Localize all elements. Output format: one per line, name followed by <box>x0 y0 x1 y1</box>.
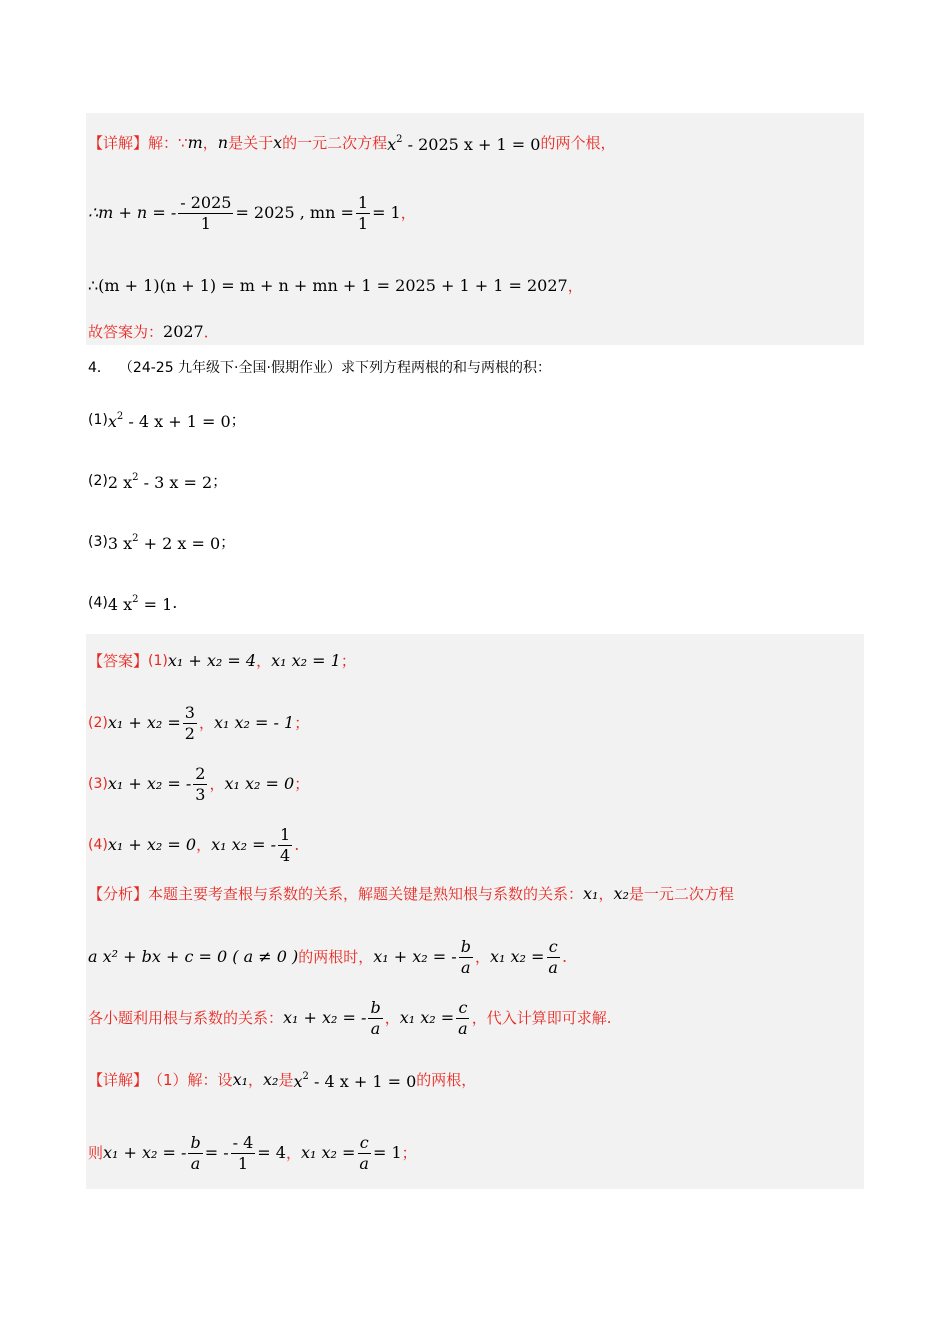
analysis-line-3: 各小题利用根与系数的关系： x₁ + x₂ = - $\frac{b}{a}$ ， x₁ x₂ = $\frac{c}{a}$ ，代入计算即可求解. <box>88 997 612 1038</box>
analysis-line-2: a x² + bx + c = 0 ( a ≠ 0 ) 的两根时， x₁ + x₂ = - $\frac{b}{a}$ ， x₁ x₂ = $\frac{c}{a}$ . <box>88 936 568 977</box>
detail1-line3: ∴(m + 1)(n + 1) = m + n + mn + 1 = 2025 + 1 + 1 = 2027 ， <box>88 276 583 295</box>
detail-label: 【详解】 <box>88 133 149 152</box>
question-item-2: (2) 2 $x^2 - 3$ x = 2 ； <box>88 471 228 492</box>
answer-line-1: 【答案】 (1) x₁ + x₂ = 4 ， x₁ x₂ = 1 ； <box>88 651 356 670</box>
question-item-1: (1) $x^2 - 4$ x + 1 = 0 ； <box>88 410 246 431</box>
answer-label: 【答案】 <box>88 652 149 670</box>
answer-line-2: (2) x₁ + x₂ = $\frac{3}{2}$ ， x₁ x₂ = - 1 ； <box>88 702 310 743</box>
fraction: $\frac{1}{1}$ <box>357 192 369 233</box>
detail2-line1: 【详解】 （1）解：设 x₁ ， x₂ 是 $x^2 - 4$ x + 1 = 0 的两根， <box>88 1069 477 1091</box>
question-item-3: (3) 3 $x^2 + 2$ x = 0 ； <box>88 532 236 553</box>
detail1-answer: 故答案为： 2027 ． <box>88 322 219 341</box>
detail2-line2: 则 x₁ + x₂ = - $\frac{b}{a}$ = - $\frac{- 4}{1}$ = 4 ， x₁ x₂ = $\frac{c}{a}$ = 1 ； <box>88 1132 417 1173</box>
answer-line-4: (4) x₁ + x₂ = 0 ， x₁ x₂ = - $\frac{1}{4}$ . <box>88 824 300 865</box>
detail1-line2: ∴m + n = - $\frac{- 2025}{1}$ = 2025 , mn = $\frac{1}{1}$ = 1 ， <box>88 192 416 233</box>
answer-line-3: (3) x₁ + x₂ = - $\frac{2}{3}$ ， x₁ x₂ = 0 ； <box>88 763 310 804</box>
question-item-4: (4) 4 $x^2 = 1$ . <box>88 592 178 614</box>
question-4-stem: 4． （24-25 九年级下·全国·假期作业）求下列方程两根的和与两根的积： <box>88 360 551 376</box>
detail1-line1: 【详解】 解：∵ m ， n 是关于 x 的一元二次方程 $x^2 - 2025$ x + 1 = 0 的两个根， <box>88 132 616 154</box>
fraction: $\frac{- 2025}{1}$ <box>180 192 232 233</box>
detail-label: 【详解】 <box>88 1070 149 1089</box>
analysis-label: 【分析】 <box>88 885 149 903</box>
analysis-line-1: 【分析】 本题主要考查根与系数的关系，解题关键是熟知根与系数的关系： x₁ ， x₂ 是一元二次方程 <box>88 884 734 903</box>
